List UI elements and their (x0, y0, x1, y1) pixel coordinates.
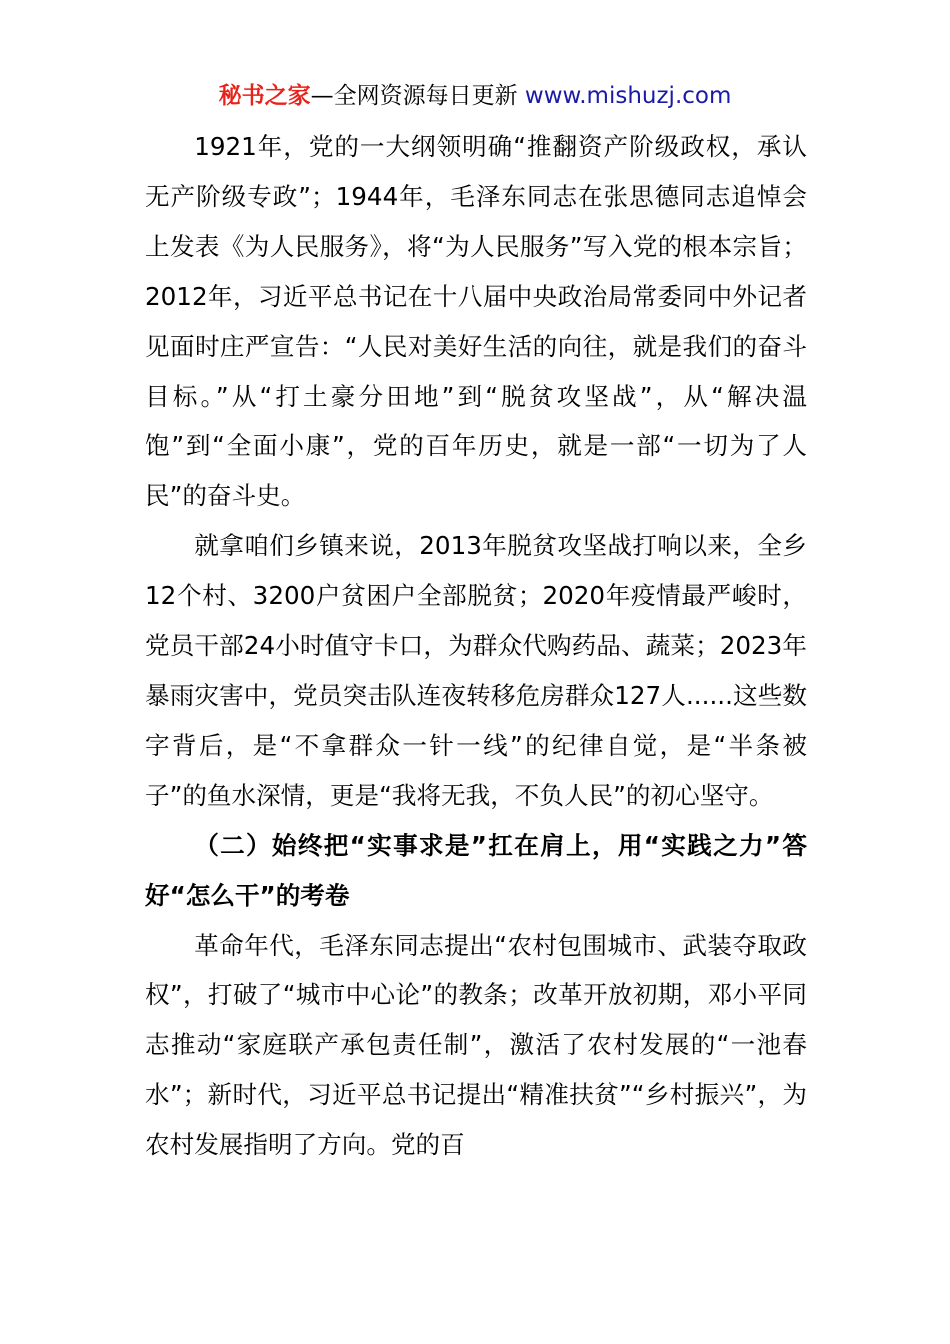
document-body (145, 122, 807, 1170)
paragraph-township: 就拿咱们乡镇来说，2013年脱贫攻坚战打响以来，全乡12个村、3200户贫困户全部脱贫；2020年疫情最严峻时，党员干部24小时值守卡口，为群众代购药品、蔬菜；2023年暴雨灾害中，党员突击队连夜转移危房群众127人......这些数字背后，是“不拿群众一针一线”的纪律自觉，是“半条被子”的鱼水深情，更是“我将无我，不负人民”的初心坚守。 (145, 531, 807, 810)
paragraph-history: 1921年，党的一大纲领明确“推翻资产阶级政权，承认无产阶级专政”；1944年，毛泽东同志在张思德同志追悼会上发表《为人民服务》，将“为人民服务”写入党的根本宗旨；2012年，习近平总书记在十八届中央政治局常委同中外记者见面时庄严宣告：“人民对美好生活的向往，就是我们的奋斗目标。”从“打土豪分田地”到“脱贫攻坚战”，从“解决温饱”到“全面小康”，党的百年历史，就是一部“一切为了人民”的奋斗史。 (145, 132, 807, 511)
header-brand: 秘书之家 (218, 83, 311, 109)
page-header (0, 80, 950, 112)
header-slogan: —全网资源每日更新 (310, 83, 525, 109)
paragraph-practice: 革命年代，毛泽东同志提出“农村包围城市、武装夺取政权”，打破了“城市中心论”的教条；改革开放初期，邓小平同志推动“家庭联产承包责任制”，激活了农村发展的“一池春水”；新时代，习近平总书记提出“精准扶贫”“乡村振兴”，为农村发展指明了方向。党的百 (145, 930, 807, 1160)
section-heading: （二）始终把“实事求是”扛在肩上，用“实践之力”答好“怎么干”的考卷 (145, 830, 807, 910)
header-site-link[interactable]: www.mishuzj.com (524, 83, 732, 109)
